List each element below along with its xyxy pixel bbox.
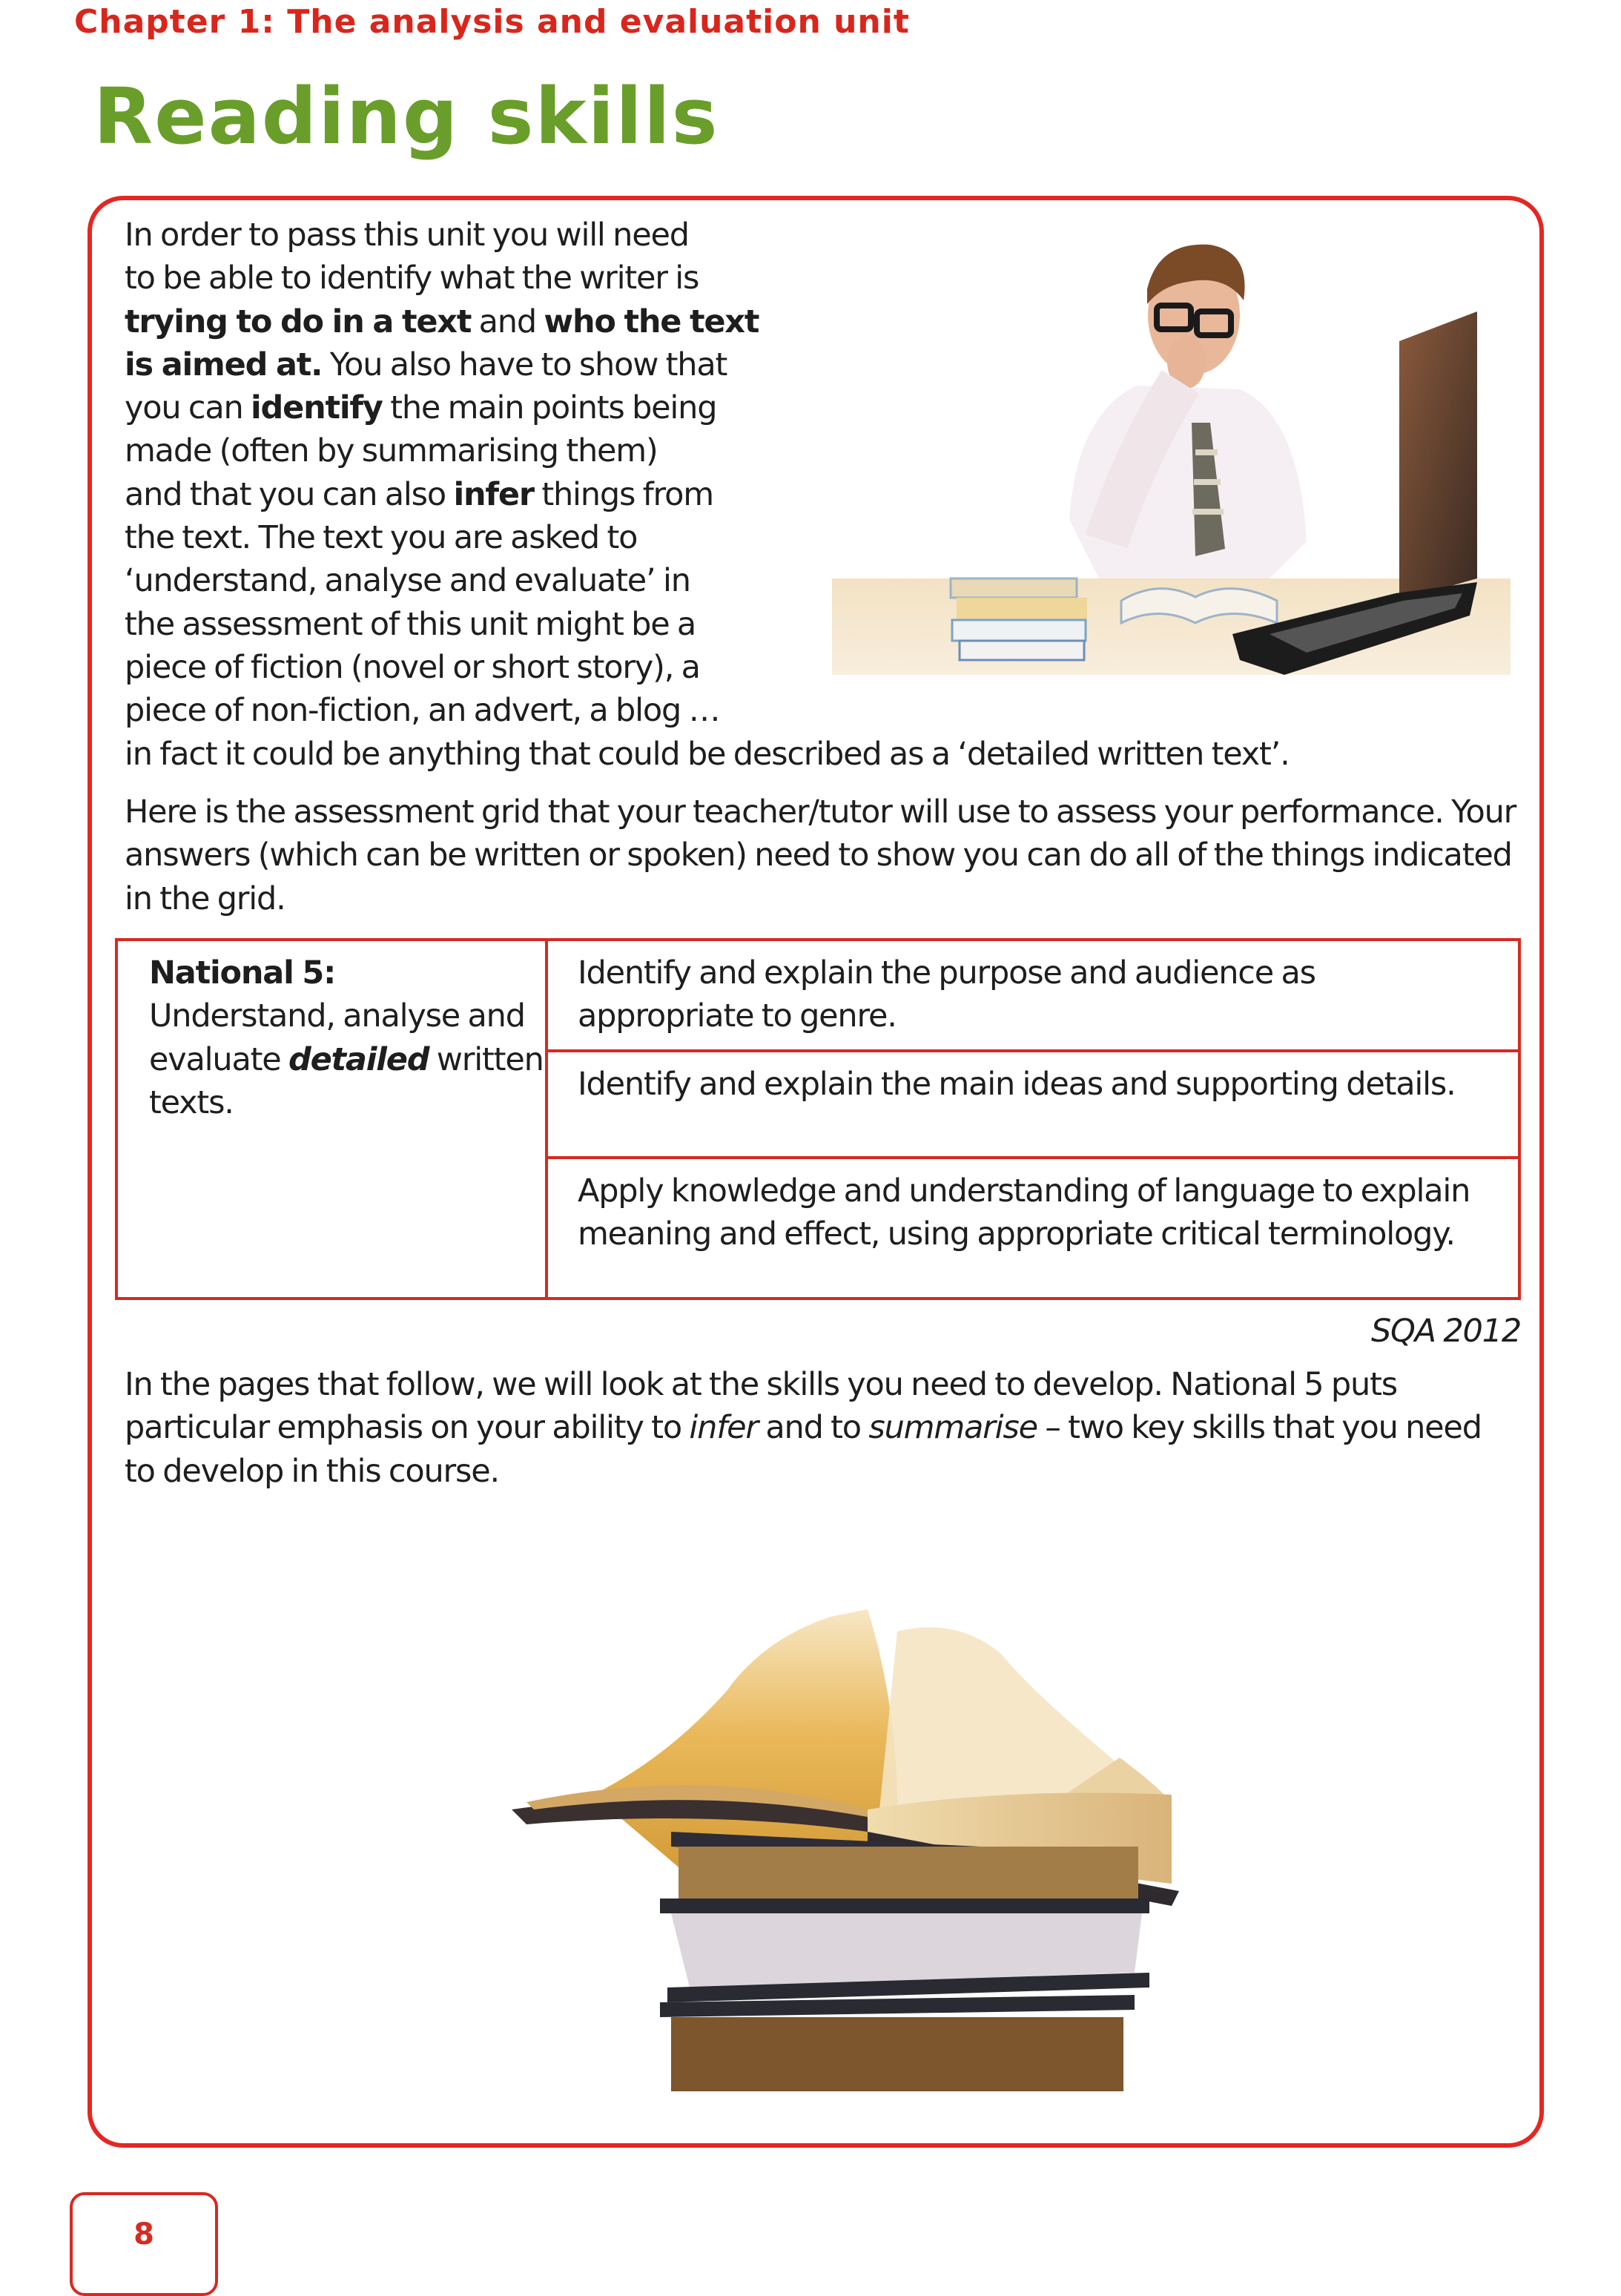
- intro-line: [125, 689, 1533, 732]
- assessment-intro-paragraph: Here is the assessment grid that your teacher/tutor will use to assess your performance. Your answers (which can be written or spoken) need to show you can do all of the things indicated in the grid.: [125, 794, 1516, 917]
- intro-line: [125, 733, 1533, 776]
- intro-text: ‘understand, analyse and evaluate’ in: [125, 562, 690, 600]
- closing-emphasis-summarise: summarise: [868, 1409, 1037, 1447]
- intro-text: In order to pass this unit you will need: [125, 217, 689, 254]
- intro-emphasis: identify: [251, 389, 383, 427]
- grid-level-emphasis: detailed: [288, 1040, 429, 1078]
- page-number-box: [70, 2192, 218, 2296]
- intro-text: and: [471, 303, 544, 340]
- grid-criterion-row: Identify and explain the main ideas and supporting details.: [548, 1049, 1518, 1156]
- grid-level-text: Understand, analyse and evaluate: [149, 997, 525, 1078]
- assessment-grid: [115, 938, 1521, 1300]
- closing-text: – two key skills that you need to develop in this course.: [125, 1409, 1482, 1490]
- student-photo: [825, 230, 1514, 675]
- intro-text: you can: [125, 389, 251, 427]
- grid-criteria: [548, 941, 1518, 1297]
- closing-paragraph: [125, 1363, 1519, 1493]
- grid-level-text-end: written texts.: [149, 1040, 544, 1121]
- closing-emphasis-infer: infer: [689, 1409, 758, 1447]
- grid-level-heading: National 5:: [149, 954, 336, 992]
- grid-level-cell: [118, 941, 548, 1297]
- intro-text: made (often by summarising them): [125, 432, 658, 470]
- intro-text: the assessment of this unit might be a: [125, 605, 696, 643]
- grid-level-description: [149, 994, 545, 1124]
- intro-emphasis: infer: [453, 475, 534, 513]
- grid-criterion-row: Apply knowledge and understanding of language to explain meaning and effect, using appropriate critical terminology.: [548, 1156, 1518, 1297]
- open-book-stack-illustration: [482, 1587, 1224, 2121]
- grid-source-citation: SQA 2012: [1370, 1313, 1521, 1350]
- intro-emphasis: trying to do in a text: [125, 303, 472, 340]
- intro-emphasis: who the text: [544, 303, 759, 340]
- grid-criterion-row: Identify and explain the purpose and audience as appropriate to genre.: [578, 954, 1315, 1035]
- intro-text: in fact it could be anything that could be described as a ‘detailed written text’.: [125, 735, 1290, 773]
- intro-text: things from: [533, 475, 713, 513]
- books-photo: [482, 1587, 1224, 2121]
- intro-emphasis: is aimed at.: [125, 346, 323, 383]
- closing-text: and to: [757, 1409, 869, 1447]
- intro-text: to be able to identify what the writer is: [125, 260, 699, 297]
- chapter-header: Chapter 1: The analysis and evaluation unit: [74, 3, 910, 41]
- intro-text: piece of fiction (novel or short story), a: [125, 648, 700, 686]
- intro-text: the main points being: [382, 389, 717, 427]
- intro-text: and that you can also: [125, 475, 454, 513]
- page-number: 8: [133, 2217, 154, 2252]
- intro-text: piece of non-fiction, an advert, a blog …: [125, 692, 720, 730]
- intro-text: You also have to show that: [322, 346, 727, 383]
- intro-text: the text. The text you are asked to: [125, 519, 638, 557]
- closing-text: In the pages that follow, we will look at the skills you need to develop. National 5 puts particular emphasis on your ability to: [125, 1366, 1397, 1447]
- student-at-desk-illustration: [825, 230, 1514, 675]
- page-title: Reading skills: [93, 71, 719, 162]
